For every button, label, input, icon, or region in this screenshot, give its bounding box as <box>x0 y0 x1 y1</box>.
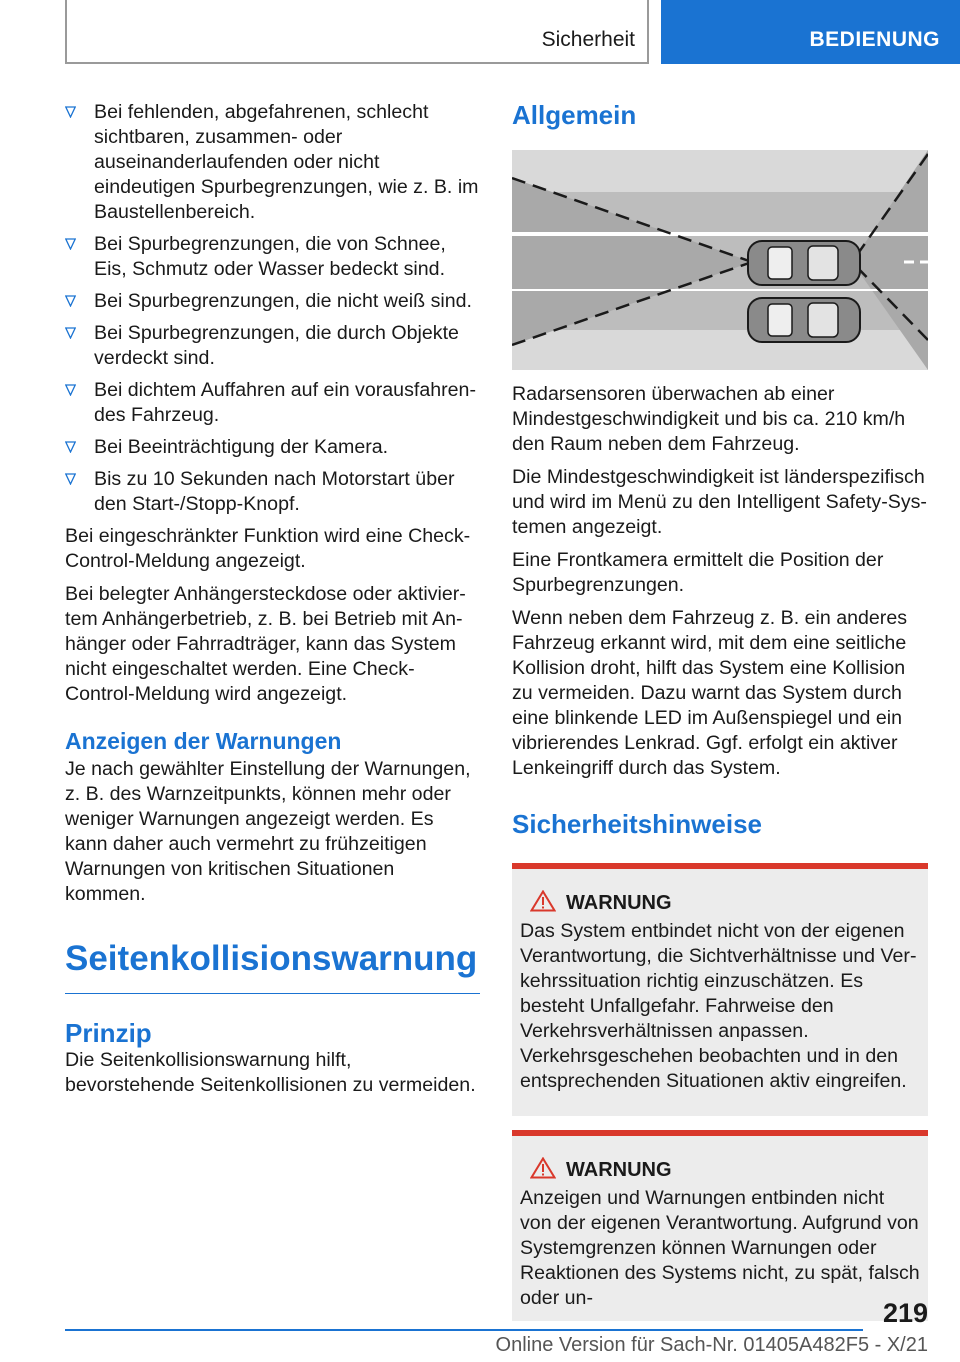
footer-online-version: Online Version für Sach-Nr. 01405A482F5 - X/21 <box>495 1334 928 1356</box>
left-column <box>65 100 480 1106</box>
list-item-text: Bei Spurbegrenzungen, die durch Objekte verdeckt sind. <box>94 322 459 369</box>
bullet-triangle-icon <box>65 327 76 339</box>
bullet-triangle-icon <box>65 384 76 396</box>
warning-title: WARNUNG <box>566 1159 672 1181</box>
warning-title: WARNUNG <box>566 892 672 914</box>
page-number: 219 <box>882 1298 928 1328</box>
warning-triangle-icon <box>530 890 556 912</box>
list-item <box>65 435 480 460</box>
list-item-text: Bei Beeinträchtigung der Kamera. <box>94 436 389 458</box>
list-item <box>65 232 480 282</box>
warning-text: Das System entbindet nicht von der eigenen Verantwortung, die Sichtverhältnisse und Verkehrssituation richtig einzuschätzen. Es besteht Unfallgefahr. Fahrweise den Verkehrsverhältnissen anpassen. Verkehrsgeschehen beobachten und in den entsprechenden Situationen aktiv eingreifen. <box>520 920 917 1092</box>
header-section-box <box>65 0 649 64</box>
warning-box <box>512 863 928 1116</box>
limitations-list <box>65 100 480 517</box>
header-section-title: Sicherheit <box>541 28 635 51</box>
list-item <box>65 100 480 225</box>
list-item <box>65 467 480 517</box>
heading-general: Allgemein <box>512 100 637 130</box>
list-item-text: Bis zu 10 Sekunden nach Motorstart über den Start-/Stopp-Knopf. <box>94 468 455 515</box>
paragraph-collision: Wenn neben dem Fahrzeug z. B. ein anderes Fahrzeug erkannt wird, mit dem eine seitliche Kollision droht, hilft das System eine Kollision zu vermeiden. Dazu warnt das System durch eine blinkende LED im Außenspiegel und ein vibrierendes Lenkrad. Ggf. erfolgt ein aktiver Lenkeingriff durch das System. <box>512 607 908 779</box>
warning-triangle-icon <box>530 1157 556 1179</box>
list-item-text: Bei dichtem Auffahren auf ein vorausfahrendes Fahrzeug. <box>94 379 476 426</box>
paragraph-warning-display: Je nach gewählter Einstellung der Warnungen, z. B. des Warnzeitpunkts, können mehr oder weniger Warnungen angezeigt werden. Es kann daher auch vermehrt zu frühzeitigen Warnungen von kritischen Situationen kommen. <box>65 758 471 905</box>
header-chapter-label: BEDIENUNG <box>809 28 940 51</box>
list-item <box>65 378 480 428</box>
heading-principle: Prinzip <box>65 1018 152 1048</box>
right-column <box>512 100 928 1321</box>
car-bottom-icon <box>748 298 860 342</box>
bullet-triangle-icon <box>65 238 76 250</box>
list-item-text: Bei fehlenden, abgefahrenen, schlecht sichtbaren, zusammen- oder auseinanderlaufenden oder nicht eindeutigen Spurbegrenzungen, wie z. B. im Baustellenbereich. <box>94 101 479 223</box>
warning-header <box>520 889 920 919</box>
bullet-triangle-icon <box>65 295 76 307</box>
paragraph-camera: Eine Frontkamera ermittelt die Position der Spurbegrenzungen. <box>512 549 884 596</box>
radar-illustration <box>512 150 928 370</box>
list-item-text: Bei Spurbegrenzungen, die nicht weiß sind. <box>94 290 472 312</box>
bullet-triangle-icon <box>65 473 76 485</box>
list-item-text: Bei Spurbegrenzungen, die von Schnee, Eis, Schmutz oder Wasser bedeckt sind. <box>94 233 446 280</box>
header-chapter-tab[interactable] <box>661 0 960 64</box>
warning-text: Anzeigen und Warnungen entbinden nicht von der eigenen Verantwortung. Aufgrund von Systemgrenzen können Warnungen oder Reaktionen des Systems nicht, zu spät, falsch oder un- <box>520 1187 920 1309</box>
footer-divider <box>65 1329 863 1331</box>
paragraph-min-speed: Die Mindestgeschwindigkeit ist länderspezifisch und wird im Menü zu den Intelligent Safety-Systemen angezeigt. <box>512 466 927 538</box>
radar-illustration-svg <box>512 150 928 370</box>
car-top-icon <box>748 241 860 285</box>
chapter-title: Seitenkollisionswarnung <box>65 939 480 994</box>
paragraph-check-control: Bei eingeschränkter Funktion wird eine Check-Control-Meldung angezeigt. <box>65 525 471 572</box>
heading-safety: Sicherheitshinweise <box>512 809 762 839</box>
bullet-triangle-icon <box>65 441 76 453</box>
bullet-triangle-icon <box>65 106 76 118</box>
paragraph-radar: Radarsensoren überwachen ab einer Mindestgeschwindigkeit und bis ca. 210 km/h den Raum neben dem Fahrzeug. <box>512 383 906 455</box>
list-item <box>65 289 480 314</box>
warning-box <box>512 1130 928 1321</box>
paragraph-principle: Die Seitenkollisionswarnung hilft, bevorstehende Seitenkollisionen zu vermeiden. <box>65 1049 476 1096</box>
warning-header <box>520 1156 920 1186</box>
paragraph-trailer: Bei belegter Anhängersteckdose oder aktiviertem Anhängerbetrieb, z. B. bei Betrieb mit Anhänger oder Fahrradträger, kann das System nicht eingeschaltet werden. Eine Check-Control-Meldung wird angezeigt. <box>65 583 466 705</box>
list-item <box>65 321 480 371</box>
heading-warning-display: Anzeigen der Warnungen <box>65 728 342 754</box>
